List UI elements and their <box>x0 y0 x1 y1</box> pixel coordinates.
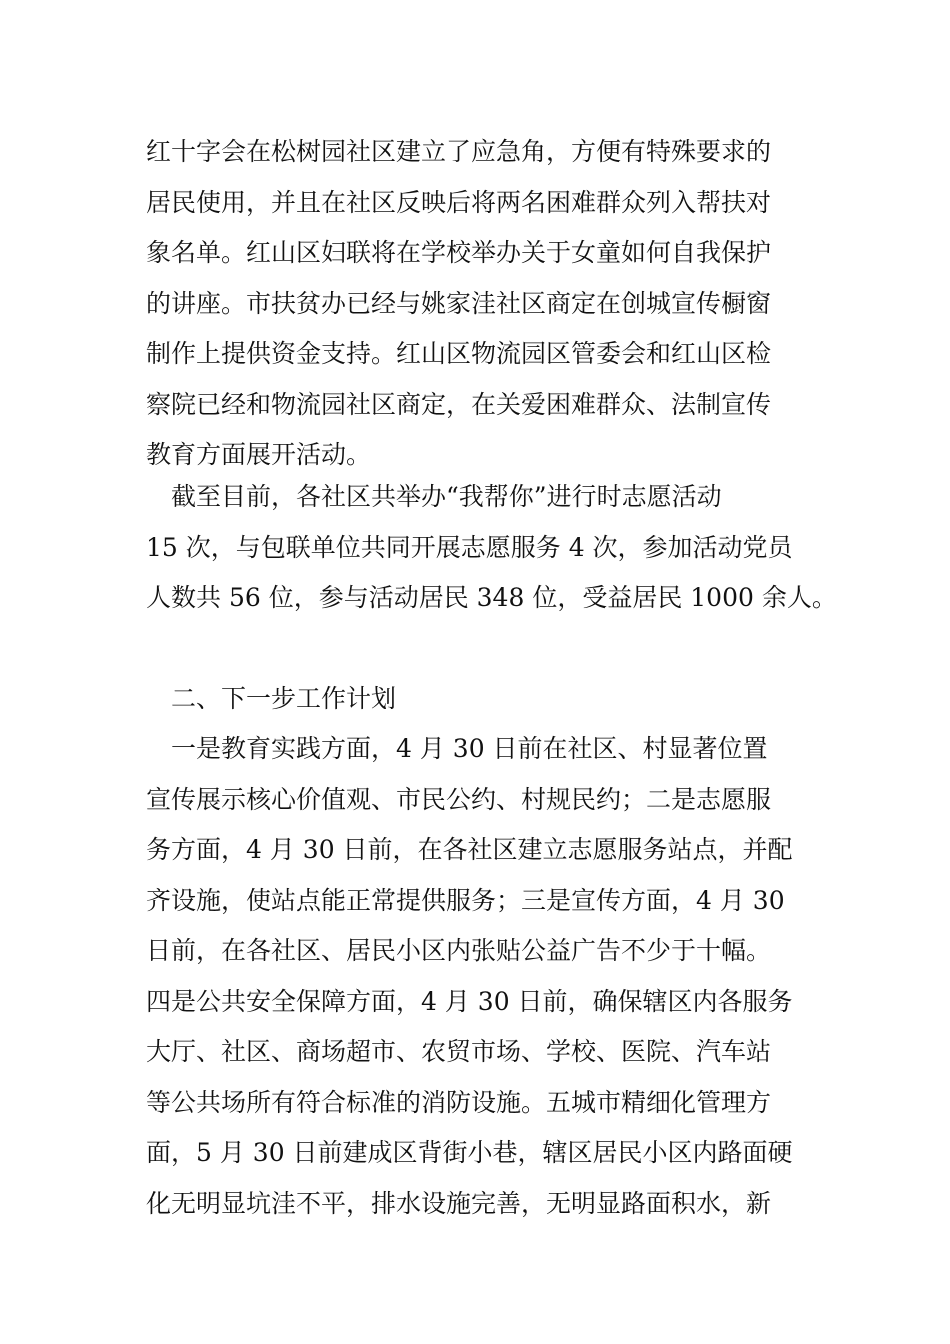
text-line: 察院已经和物流园社区商定，在关爱困难群众、法制宣传 <box>146 389 772 419</box>
text-line: 日前，在各社区、居民小区内张贴公益广告不少于十幅。 <box>146 936 772 965</box>
text-line: 大厅、社区、商场超市、农贸市场、学校、医院、汽车站 <box>146 1037 772 1066</box>
text-line: 居民使用，并且在社区反映后将两名困难群众列入帮扶对 <box>146 187 772 217</box>
text-line: 面，5 月 30 日前建成区背街小巷，辖区居民小区内路面硬 <box>146 1138 793 1167</box>
paragraph-3 <box>146 724 816 1229</box>
text-line: 宣传展示核心价值观、市民公约、村规民约；二是志愿服 <box>146 784 772 814</box>
text-line: 务方面，4 月 30 日前，在各社区建立志愿服务站点，并配 <box>146 835 793 864</box>
text-line: 截至目前，各社区共举办“我帮你”进行时志愿活动 <box>146 482 722 511</box>
text-line: 教育方面展开活动。 <box>146 440 372 469</box>
paragraph-1 <box>146 127 816 481</box>
text-line: 的讲座。市扶贫办已经与姚家洼社区商定在创城宣传橱窗 <box>146 288 772 318</box>
text-line: 制作上提供资金支持。红山区物流园区管委会和红山区检 <box>146 339 772 368</box>
text-line: 一是教育实践方面，4 月 30 日前在社区、村显著位置 <box>146 734 768 763</box>
text-line: 15 次，与包联单位共同开展志愿服务 4 次，参加活动党员 <box>146 532 793 562</box>
text-line: 人数共 56 位，参与活动居民 348 位，受益居民 1000 余人。 <box>146 583 837 612</box>
text-line: 象名单。红山区妇联将在学校举办关于女童如何自我保护 <box>146 238 772 267</box>
text-line: 四是公共安全保障方面，4 月 30 日前，确保辖区内各服务 <box>146 986 793 1016</box>
text-line: 齐设施，使站点能正常提供服务；三是宣传方面，4 月 30 <box>146 885 785 915</box>
section-heading: 二、下一步工作计划 <box>146 684 397 713</box>
text-line: 化无明显坑洼不平，排水设施完善，无明显路面积水，新 <box>146 1188 772 1218</box>
text-line: 等公共场所有符合标准的消防设施。五城市精细化管理方 <box>146 1087 772 1117</box>
paragraph-2 <box>146 472 837 624</box>
text-line: 红十字会在松树园社区建立了应急角，方便有特殊要求的 <box>146 137 772 166</box>
